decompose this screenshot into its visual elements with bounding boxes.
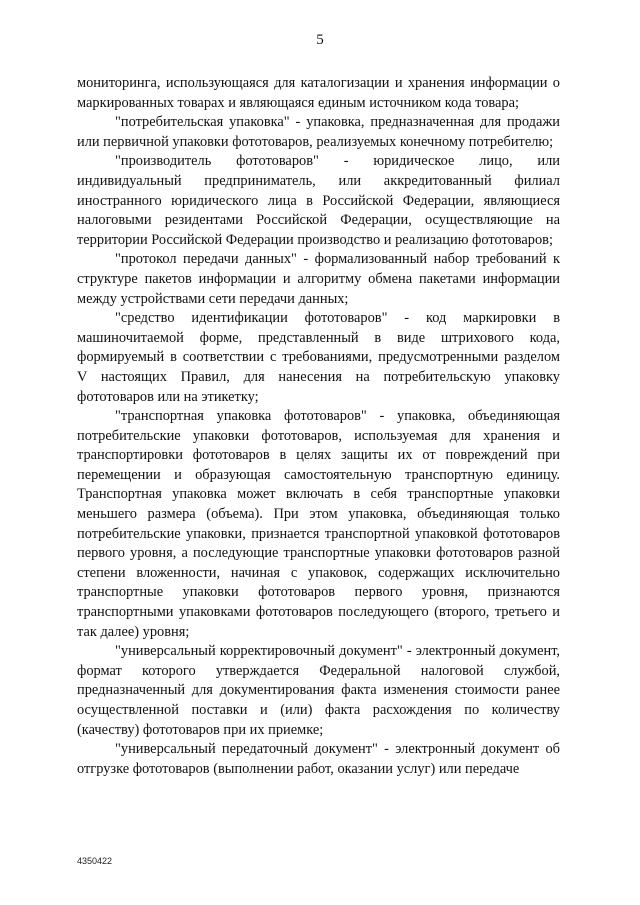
paragraph-consumer-packaging: "потребительская упаковка" - упаковка, предназначенная для продажи или первичной упаковки фототоваров, реализуемых конечному потребителю;	[77, 114, 560, 150]
paragraph-identification-means: "средство идентификации фототоваров" - код маркировки в машиночитаемой форме, представленный в виде штрихового кода, формируемый в соответствии с требованиями, предусмотренными разделом V настоящих Правил, для нанесения на потребительскую упаковку фототоваров или на этикетку;	[77, 310, 560, 405]
paragraph-correction-document: "универсальный корректировочный документ" - электронный документ, формат которого утверждается Федеральной налоговой службой, предназначенный для документирования факта изменения стоимости ранее осуществленной поставки и (или) факта расхождения по количеству (качеству) фототоваров при их приемке;	[77, 643, 560, 738]
paragraph-transport-packaging: "транспортная упаковка фототоваров" - упаковка, объединяющая потребительские упаковки фототоваров, используемая для хранения и транспортировки фототоваров в целях защиты их от повреждений при перемещении и образующая самостоятельную транспортную единицу. Транспортная упаковка может включать в себя транспортные упаковки меньшего размера (объема). При этом упаковка, объединяющая только потребительские упаковки, признается транспортной упаковкой фототоваров первого уровня, а последующие транспортные упаковки фототоваров разной степени вложенности, начиная с упаковок, содержащих исключительно транспортные упаковки фототоваров первого уровня, признаются транспортными упаковками фототоваров последующего (второго, третьего и так далее) уровня;	[77, 408, 560, 640]
paragraph-transfer-document: "универсальный передаточный документ" - электронный документ об отгрузке фототоваров (выполнении работ, оказании услуг) или передаче	[77, 741, 560, 777]
paragraph-monitoring-continuation: мониторинга, использующаяся для каталогизации и хранения информации о маркированных товарах и являющаяся единым источником кода товара;	[77, 75, 560, 111]
page-number: 5	[316, 32, 324, 48]
paragraph-manufacturer: "производитель фототоваров" - юридическое лицо, или индивидуальный предприниматель, или аккредитованный филиал иностранного юридического лица в Российской Федерации, являющиеся налоговыми резидентами Российской Федерации, осуществляющие на территории Российской Федерации производство и реализацию фототоваров;	[77, 153, 560, 248]
paragraph-data-protocol: "протокол передачи данных" - формализованный набор требований к структуре пакетов информации и алгоритму обмена пакетами информации между устройствами сети передачи данных;	[77, 251, 560, 307]
document-body	[77, 74, 560, 779]
document-code: 4350422	[77, 856, 113, 866]
